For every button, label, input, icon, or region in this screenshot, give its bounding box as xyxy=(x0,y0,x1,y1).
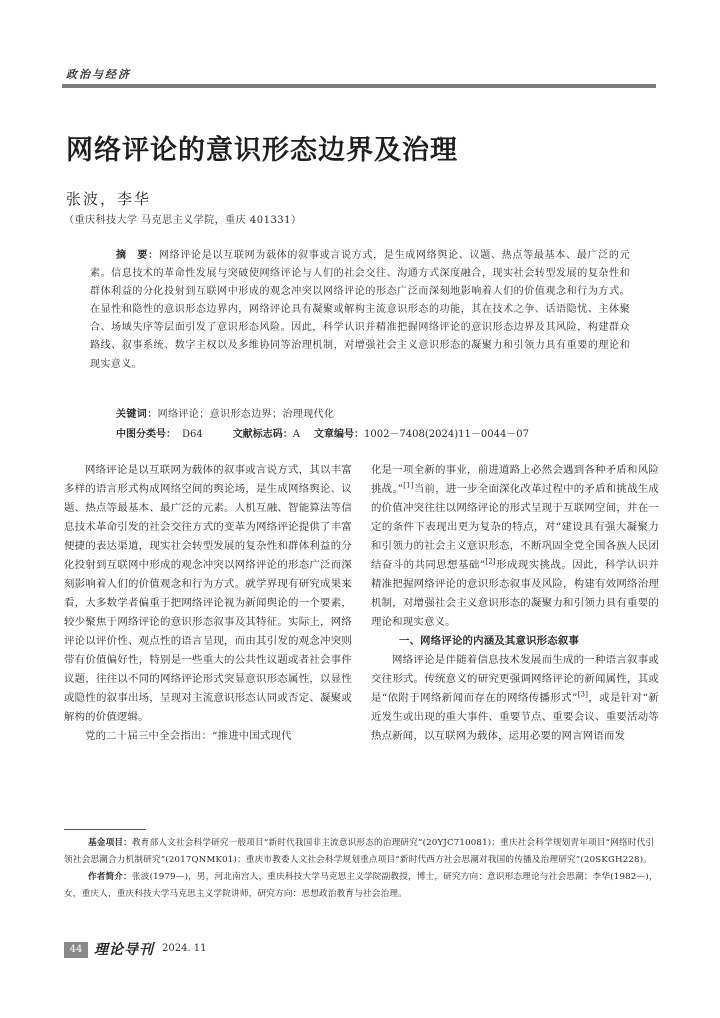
footnote-rule xyxy=(64,829,146,830)
issue-date: 2024. 11 xyxy=(162,943,207,954)
author-bio-label: 作者简介： xyxy=(88,872,132,882)
text-run: 当前，进一步全面深化改革过程中的矛盾和挑战生成的价值冲突往往以网络评论的形式呈现于互联网空间，并在一定的条件下表现出更为复杂的特点，对“建设具有强大凝聚力和引领力的社会主义意识形态，不断巩固全党全国各族人民团结奋斗的共同思想基础” xyxy=(371,483,659,571)
text-run: 形成现实挑战。因此，科学认识并精准把握网络评论的意识形态叙事及风险，构建有效网络治理机制，对增强社会主义意识形态的凝聚力和引领力具有重要的理论和现实意义。 xyxy=(371,559,660,628)
author-note xyxy=(64,869,658,903)
header-rule xyxy=(62,84,656,88)
text-run: 网络评论是伴随着信息技术发展而生成的一种语言叙事或交往形式。传统意义的研究更强调网络评论的新闻属性，其或是“依附于网络新闻而存在的网络传播形式” xyxy=(371,654,659,704)
article-title: 网络评论的意识形态边界及治理 xyxy=(66,135,458,166)
journal-name: 理论导刊 xyxy=(94,942,154,958)
abstract-text: 网络评论是以互联网为载体的叙事或言说方式，是生成网络舆论、议题、热点等最基本、最广泛的元素。信息技术的革命性发展与突破使网络评论与人们的社会交往、沟通方式深度融合，现实社会转型发展的复杂性和群体利益的分化投射到互联网中形成的观念冲突以网络评论的形态广泛而深刻地影响着人们的价值观念和行为方式。在显性和隐性的意识形态边界内，网络评论具有凝聚或解构主流意识形态的功能，其在技术之争、话语隐忧、主体聚合、场域失序等层面引发了意识形态风险。因此，科学认识并精准把握网络评论的意识形态边界及其风险，构建群众路线、叙事系统、数字主权以及多维协同等治理机制，对增强社会主义意识形态的凝聚力和引领力具有重要的理论和现实意义。 xyxy=(90,250,630,370)
citation-ref: [2] xyxy=(485,557,496,566)
keywords-text: 网络评论；意识形态边界；治理现代化 xyxy=(157,409,335,420)
citation-ref: [1] xyxy=(403,481,414,490)
article-authors: 张波，李华 xyxy=(66,190,152,208)
fund-text: 教育部人文社会科学研究一般项目“新时代我国非主流意识形态的治理研究”(20YJC710081)；重庆社会科学规划青年项目“网络时代引领社会思潮合力机制研究”(2017QNMK01)；重庆市教委人文社会科学规划重点项目“新时代西方社会思潮对我国的传播及治理研究”(20SKGH228)。 xyxy=(64,838,655,865)
citation-ref: [3] xyxy=(577,690,589,699)
text-run: 化是一项全新的事业，前进道路上必然会遇到各种矛盾和风险挑战。” xyxy=(371,464,659,495)
body-paragraph: 党的二十届三中全会指出：“推进中国式现代 xyxy=(85,730,292,742)
section-heading: 一、网络评论的内涵及其意识形态叙事 xyxy=(399,635,580,647)
footnotes xyxy=(64,835,658,903)
doc-code-value: A xyxy=(292,429,300,440)
fund-note xyxy=(64,835,658,869)
classification-line xyxy=(116,425,535,440)
doc-code-label: 文献标志码： xyxy=(232,429,293,440)
clc-value: D64 xyxy=(182,429,203,440)
body-column-left xyxy=(64,461,352,746)
keywords xyxy=(116,405,334,420)
page-number: 44 xyxy=(64,942,88,958)
article-no-label: 文章编号： xyxy=(313,429,364,440)
fund-label: 基金项目： xyxy=(88,838,132,848)
text-run: ，或是针对“新近发生或出现的重大事件、重要节点、重要会议、重要活动等热点新闻，以互联网为载体，运用必要的网言网语而发 xyxy=(371,692,660,742)
keywords-label: 关键词： xyxy=(116,409,158,420)
abstract xyxy=(90,247,630,374)
clc-label: 中图分类号： xyxy=(116,429,176,440)
body-paragraph xyxy=(371,651,659,746)
body-paragraph xyxy=(371,461,659,632)
author-bio-text: 张波(1979—)，男，河北南宫人，重庆科技大学马克思主义学院副教授，博士，研究方向：意识形态理论与社会思潮；李华(1982—)，女，重庆人，重庆科技大学马克思主义学院讲师，研究方向：思想政治教育与社会治理。 xyxy=(64,872,658,899)
body-paragraph: 网络评论是以互联网为载体的叙事或言说方式，其以丰富多样的语言形式构成网络空间的舆论场，是生成网络舆论、议题、热点等最基本、最广泛的元素。人机互融、智能算法等信息技术革命引发的社会交往方式的变革为网络评论提供了丰富便捷的表达渠道，现实社会转型发展的复杂性和群体利益的分化投射到互联网中形成的观念冲突以网络评论的形态广泛而深刻影响着人们的价值观念和行为方式。就学界现有研究成果来看，大多数学者偏重于把网络评论视为新闻舆论的一个要素，较少聚焦于网络评论的意识形态叙事及其特征。实际上，网络评论以评价性、观点性的语言呈现，而由其引发的观念冲突则带有价值偏好性，特别是一些重大的公共性议题或者社会事件议题，往往以不同的网络评论形式突显意识形态属性，以显性或隐性的叙事出场，呈现对主流意识形态认同或否定、凝聚或解构的价值逻辑。 xyxy=(64,464,352,723)
article-no-value: 1002－7408(2024)11－0044－07 xyxy=(363,429,530,440)
abstract-label: 摘 要： xyxy=(116,250,159,261)
section-label: 政治与经济 xyxy=(66,68,131,81)
body-column-right xyxy=(371,461,659,746)
author-affiliation: （重庆科技大学 马克思主义学院，重庆 401331） xyxy=(64,215,302,226)
